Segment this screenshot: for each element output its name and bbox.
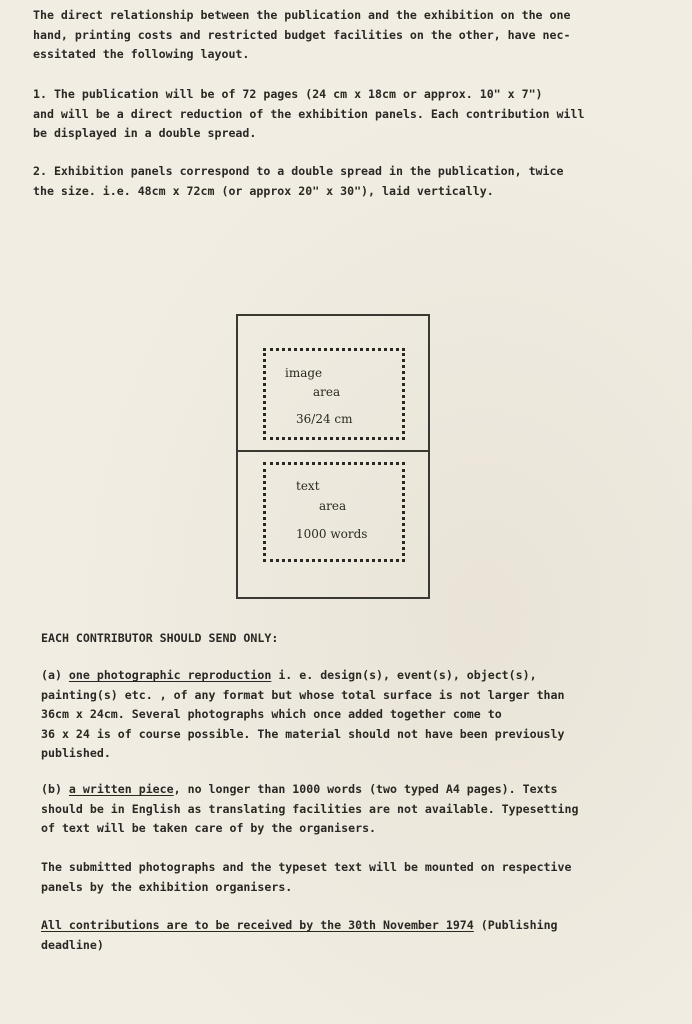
text-area-word-limit: 1000 words: [296, 527, 368, 541]
point-2-line: 2. Exhibition panels correspond to a double spread in the publication, twice: [33, 164, 564, 178]
image-area-label: area: [313, 385, 341, 399]
deadline-line: deadline): [41, 937, 104, 952]
panel-divider-line: [236, 450, 430, 452]
point-2-paragraph: [33, 162, 563, 201]
item-a-first-line: [41, 666, 565, 686]
intro-paragraph: [33, 6, 570, 65]
text-area-label: area: [319, 499, 347, 513]
item-a-paragraph: [41, 666, 565, 764]
item-a-line: 36cm x 24cm. Several photographs which once added together come to: [41, 707, 502, 721]
point-1-line: be displayed in a double spread.: [33, 126, 257, 140]
item-b-paragraph: [41, 780, 578, 839]
item-a-prefix: (a): [41, 668, 69, 682]
deadline-underlined: All contributions are to be received by the 30th November 1974: [41, 918, 474, 932]
deadline-paragraph: [41, 916, 558, 955]
item-b-first-line: [41, 780, 578, 800]
item-a-line: published.: [41, 746, 111, 760]
item-a-line: painting(s) etc. , of any format but whose total surface is not larger than: [41, 687, 565, 702]
point-1-paragraph: [33, 85, 584, 144]
intro-line: The direct relationship between the publication and the exhibition on the one: [33, 8, 571, 22]
item-b-line: of text will be taken care of by the organisers.: [41, 821, 377, 835]
point-1-line: 1. The publication will be of 72 pages (24 cm x 18cm or approx. 10" x 7"): [33, 87, 543, 101]
image-area-dimensions: 36/24 cm: [296, 412, 353, 426]
contributor-heading: EACH CONTRIBUTOR SHOULD SEND ONLY:: [41, 631, 279, 645]
text-area-label: text: [296, 479, 320, 493]
image-area-label: image: [285, 366, 323, 380]
item-a-underlined: one photographic reproduction: [68, 668, 272, 682]
mounting-line: The submitted photographs and the typeset text will be mounted on respective: [41, 860, 572, 874]
item-b-underlined: a written piece: [68, 782, 174, 796]
item-b-prefix: (b): [41, 782, 69, 796]
point-2-line: the size. i.e. 48cm x 72cm (or approx 20" x 30"), laid vertically.: [33, 183, 494, 198]
item-a-line: 36 x 24 is of course possible. The material should not have been previously: [41, 726, 565, 741]
mounting-line: panels by the exhibition organisers.: [41, 879, 293, 894]
item-b-line: should be in English as translating facilities are not available. Typesetting: [41, 801, 579, 816]
deadline-first-line: [41, 916, 558, 936]
item-b-rest: , no longer than 1000 words (two typed A4 pages). Texts: [173, 782, 558, 796]
point-1-line: and will be a direct reduction of the exhibition panels. Each contribution will: [33, 106, 585, 121]
deadline-rest: (Publishing: [473, 918, 558, 932]
intro-line: essitated the following layout.: [33, 47, 250, 61]
item-a-rest: i. e. design(s), event(s), object(s),: [271, 668, 537, 682]
mounting-paragraph: [41, 858, 571, 897]
intro-line: hand, printing costs and restricted budget facilities on the other, have nec-: [33, 27, 571, 42]
